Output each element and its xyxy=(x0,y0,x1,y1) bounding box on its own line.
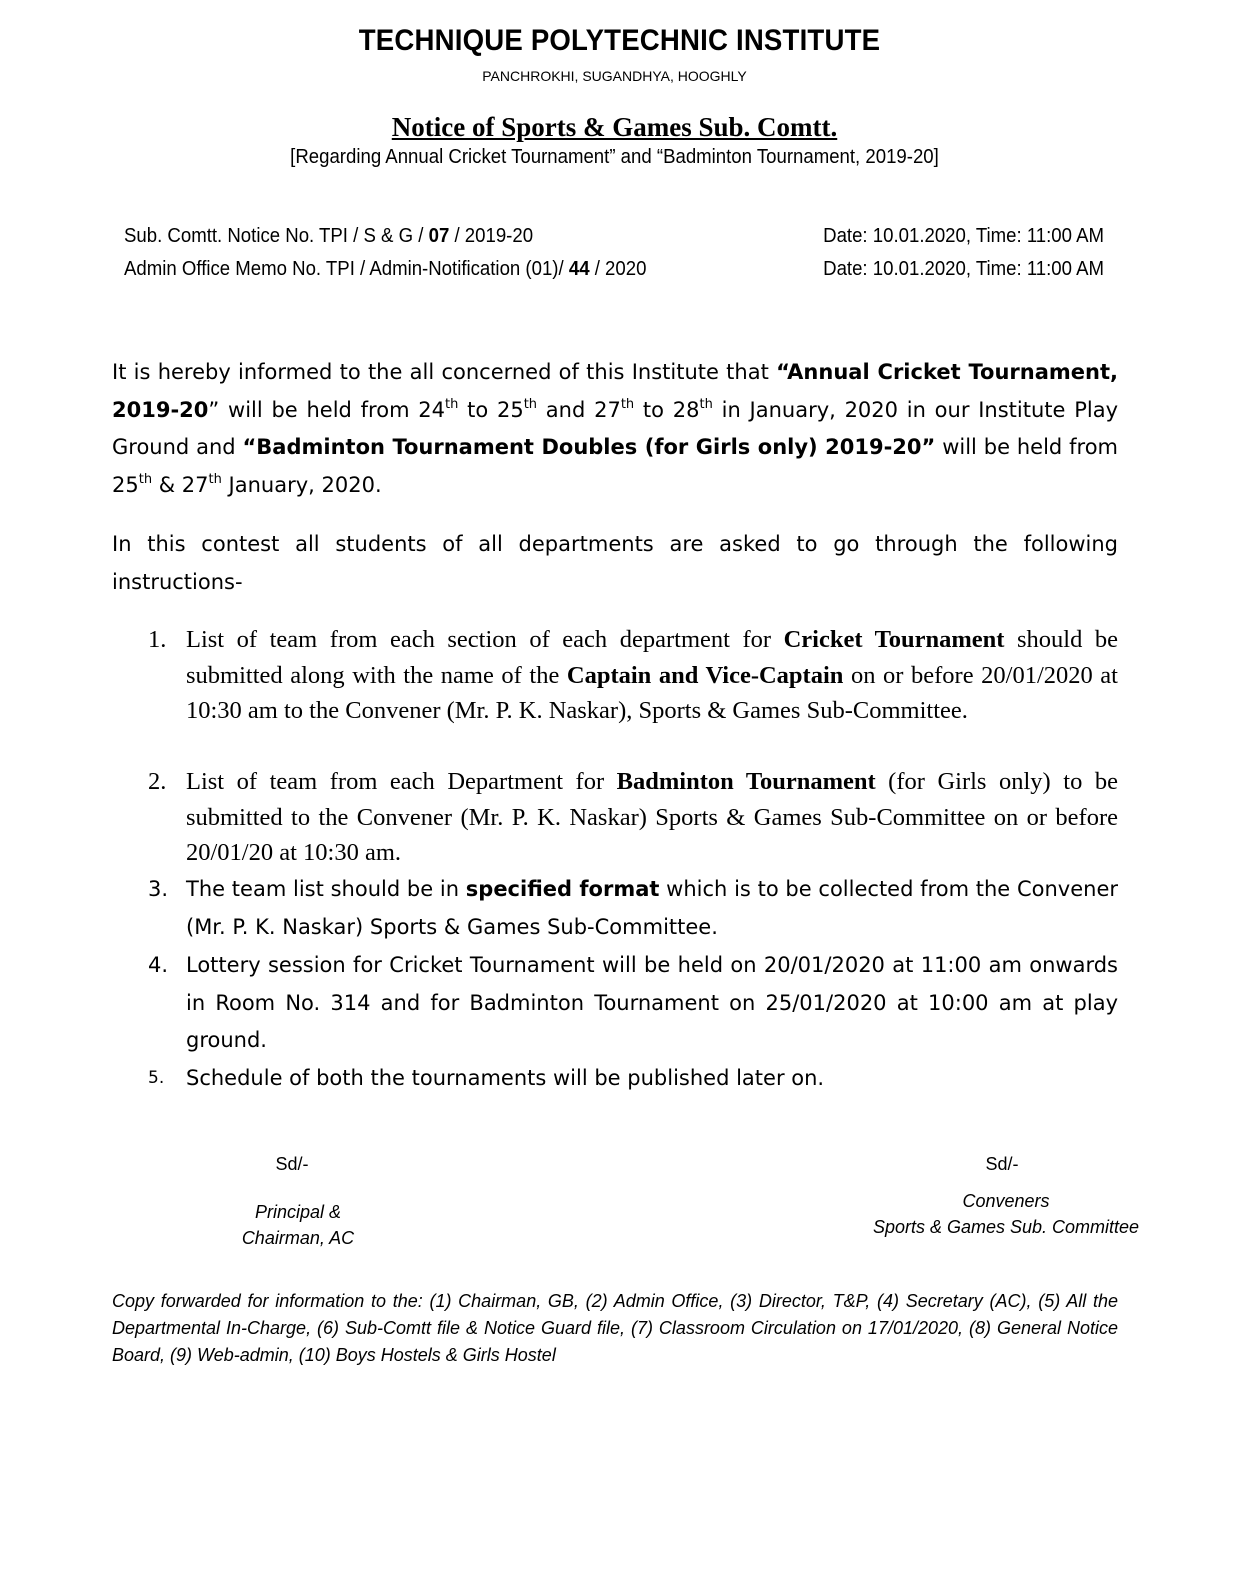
list-item: 5. Schedule of both the tournaments will be published later on. xyxy=(148,1060,1118,1098)
instruction-list-1 xyxy=(148,622,1118,729)
instruction-list-4 xyxy=(148,947,1118,1060)
convener-committee: Sports & Games Sub. Committee xyxy=(872,1217,1140,1237)
instruction-list-3 xyxy=(148,871,1118,946)
convener-title: Conveners xyxy=(962,1191,1050,1211)
institute-name: TECHNIQUE POLYTECHNIC INSTITUTE xyxy=(358,24,881,57)
item-number: 2. xyxy=(148,768,167,795)
item-number: 3. xyxy=(148,877,169,901)
principal-signature-block xyxy=(198,1199,398,1251)
item-number: 5. xyxy=(148,1068,165,1088)
principal-signature-mark: Sd/- xyxy=(275,1154,309,1174)
memo-datetime: Date: 10.01.2020, Time: 11:00 AM xyxy=(823,258,1104,280)
list-item: 4. Lottery session for Cricket Tournament will be held on 20/01/2020 at 11:00 am onwards in Room No. 314 and for Badminton Tournament on 25/01/2020 at 10:00 am at play ground. xyxy=(148,947,1118,1060)
list-item: 1. List of team from each section of each department for Cricket Tournament should be submitted along with the name of the Captain and Vice-Captain on or before 20/01/2020 at 10:30 am to the Convener (Mr. P. K. Naskar), Sports & Games Sub-Committee. xyxy=(148,622,1118,729)
list-item: 2. List of team from each Department for Badminton Tournament (for Girls only) to be submitted to the Convener (Mr. P. K. Naskar) Sports & Games Sub-Committee on or before 20/01/20 at 10:30 am. xyxy=(148,764,1118,871)
instructions-intro: In this contest all students of all departments are asked to go through the following instructions- xyxy=(112,532,1118,594)
list-item: 3. The team list should be in specified format which is to be collected from the Convener (Mr. P. K. Naskar) Sports & Games Sub-Committee. xyxy=(148,871,1118,946)
memo-reference-row xyxy=(124,258,1104,281)
convener-signature-mark: Sd/- xyxy=(985,1154,1019,1174)
memo-number: Admin Office Memo No. TPI / Admin-Notification (01)/ 44 / 2020 xyxy=(124,258,647,280)
notice-reference-row xyxy=(124,225,1104,248)
instruction-list-5 xyxy=(148,1060,1118,1098)
institute-address: PANCHROKHI, SUGANDHYA, HOOGHLY xyxy=(482,68,747,84)
notice-title: Notice of Sports & Games Sub. Comtt. xyxy=(391,112,838,142)
copy-forwarded-note: Copy forwarded for information to the: (1) Chairman, GB, (2) Admin Office, (3) Director, T&P, (4) Secretary (AC), (5) All the Departmental In-Charge, (6) Sub-Comtt file & Notice Guard file, (7) Classroom Circulation on 17/01/2020, (8) General Notice Board, (9) Web-admin, (10) Boys Hostels & Girls Hostel xyxy=(112,1291,1118,1365)
notice-subtitle: [Regarding Annual Cricket Tournament” and “Badminton Tournament, 2019-20] xyxy=(290,146,939,168)
item-number: 4. xyxy=(148,953,169,977)
instruction-list-2 xyxy=(148,764,1118,871)
intro-paragraph: It is hereby informed to the all concerned of this Institute that “Annual Cricket Tournament, 2019-20” will be held from 24th to 25th and 27th to 28th in January, 2020 in our Institute Play Ground and “Badminton Tournament Doubles (for Girls only) 2019-20” will be held from 25th & 27th January, 2020. xyxy=(112,360,1119,497)
notice-datetime: Date: 10.01.2020, Time: 11:00 AM xyxy=(823,225,1104,247)
item-number: 1. xyxy=(148,626,167,653)
principal-title: Principal & xyxy=(254,1202,342,1222)
convener-signature-block xyxy=(856,1188,1156,1240)
notice-number: Sub. Comtt. Notice No. TPI / S & G / 07 / 2019-20 xyxy=(124,225,534,247)
principal-role: Chairman, AC xyxy=(241,1228,355,1248)
